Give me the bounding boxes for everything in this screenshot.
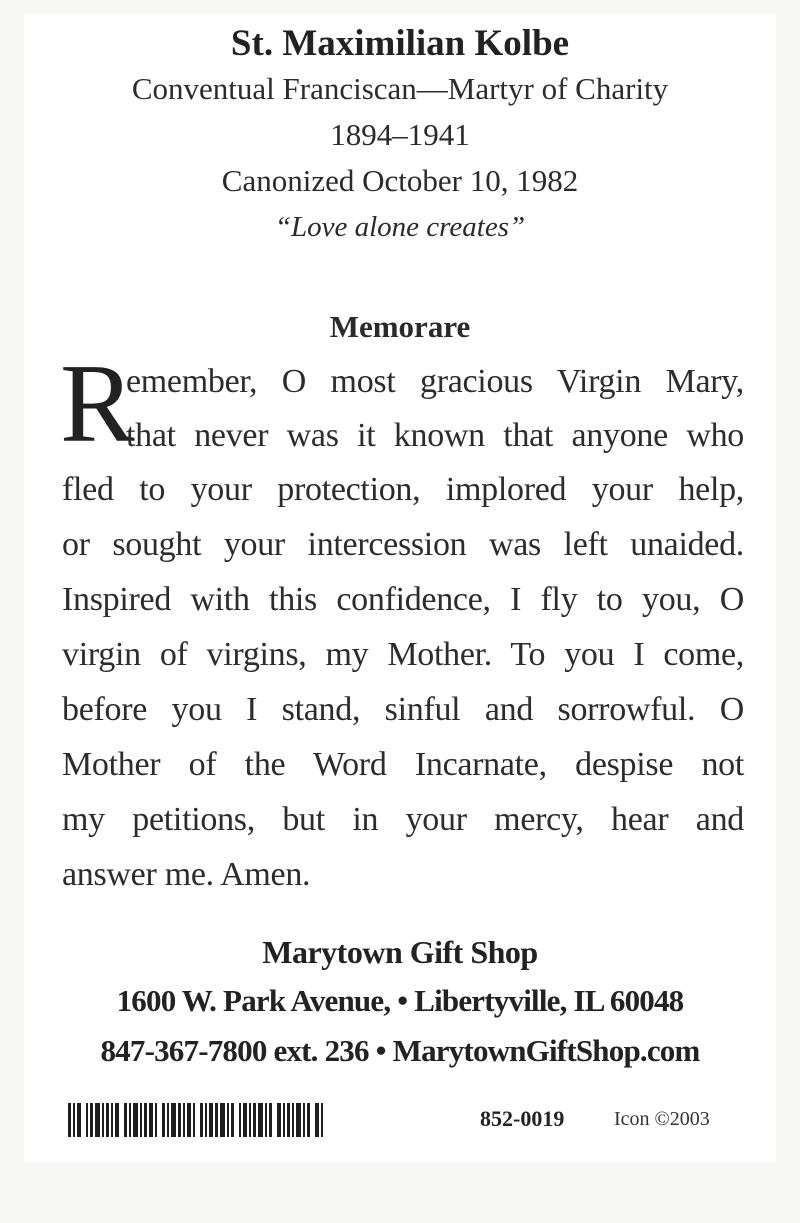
barcode-bar	[102, 1103, 104, 1137]
barcode-bar	[90, 1103, 93, 1137]
shop-name: Marytown Gift Shop	[262, 934, 538, 970]
prayer-line: fled to your protection, implored your help,	[62, 471, 744, 508]
barcode-bar	[162, 1103, 165, 1137]
barcode-bar	[115, 1103, 119, 1137]
saint-motto: “Love alone creates”	[274, 211, 526, 243]
barcode-bar	[220, 1103, 225, 1137]
saint-subtitle: Conventual Franciscan—Martyr of Charity	[131, 71, 669, 106]
barcode-bar	[227, 1103, 229, 1137]
barcode-bar	[149, 1103, 153, 1137]
barcode-bar	[183, 1103, 185, 1137]
shop-address: 1600 W. Park Avenue, • Libertyville, IL 60048	[116, 983, 684, 1018]
barcode-bar	[73, 1103, 75, 1137]
shop-info	[0, 928, 800, 1076]
barcode-bar	[193, 1103, 195, 1137]
barcode-bar	[253, 1103, 256, 1137]
prayer-line: Inspired with this confidence, I fly to you, O	[62, 581, 744, 618]
barcode-bar	[140, 1103, 142, 1137]
prayer-line: my petitions, but in your mercy, hear and	[62, 801, 744, 838]
barcode-bar	[321, 1103, 323, 1137]
prayer-line: before you I stand, sinful and sorrowful. O	[62, 691, 744, 728]
barcode-bar	[239, 1103, 241, 1137]
saint-years: 1894–1941	[330, 117, 470, 152]
barcode-bar	[171, 1103, 176, 1137]
barcode-bar	[307, 1103, 310, 1137]
prayer-line: emember, O most gracious Virgin Mary,	[126, 363, 744, 400]
drop-cap: R	[60, 342, 135, 466]
barcode-bar	[215, 1103, 218, 1137]
barcode-bar	[187, 1103, 191, 1137]
prayer-line: answer me. Amen.	[62, 856, 311, 893]
barcode-bar	[265, 1103, 267, 1137]
copyright-notice: Icon ©2003	[614, 1108, 710, 1130]
prayer-line: or sought your intercession was left unaided.	[62, 526, 744, 563]
barcode-bar	[178, 1103, 181, 1137]
barcode-bar	[296, 1103, 301, 1137]
product-sku: 852-0019	[480, 1106, 565, 1131]
barcode-bar	[124, 1103, 127, 1137]
barcode-bar	[95, 1103, 100, 1137]
barcode-bar	[283, 1103, 285, 1137]
prayer-line: Mother of the Word Incarnate, despise not	[62, 746, 744, 783]
canonization-date: Canonized October 10, 1982	[221, 163, 579, 198]
barcode-bar	[269, 1103, 272, 1137]
barcode-icon	[68, 1103, 404, 1137]
barcode-bar	[167, 1103, 169, 1137]
barcode-bar	[129, 1103, 131, 1137]
barcode-bar	[303, 1103, 305, 1137]
barcode-bar	[205, 1103, 207, 1137]
barcode-bar	[243, 1103, 247, 1137]
prayer-line: virgin of virgins, my Mother. To you I come,	[62, 636, 744, 673]
barcode-bar	[155, 1103, 157, 1137]
barcode-bar	[106, 1103, 109, 1137]
barcode-bar	[249, 1103, 251, 1137]
prayer-line: that never was it known that anyone who	[126, 417, 744, 454]
card-header	[0, 22, 800, 250]
barcode-bar	[111, 1103, 113, 1137]
barcode-bar	[200, 1103, 203, 1137]
barcode-bar	[231, 1103, 234, 1137]
saint-name: St. Maximilian Kolbe	[230, 23, 570, 64]
barcode-bar	[277, 1103, 281, 1137]
barcode-bar	[258, 1103, 263, 1137]
barcode-bar	[287, 1103, 290, 1137]
prayer-title: Memorare	[329, 309, 471, 344]
barcode-bar	[209, 1103, 213, 1137]
barcode-bar	[68, 1103, 71, 1137]
barcode-bar	[144, 1103, 147, 1137]
barcode-bar	[292, 1103, 294, 1137]
barcode-bar	[315, 1103, 319, 1137]
shop-contact: 847-367-7800 ext. 236 • MarytownGiftShop.com	[100, 1033, 700, 1068]
barcode-bar	[86, 1103, 88, 1137]
barcode-bar	[77, 1103, 81, 1137]
barcode-bar	[133, 1103, 138, 1137]
